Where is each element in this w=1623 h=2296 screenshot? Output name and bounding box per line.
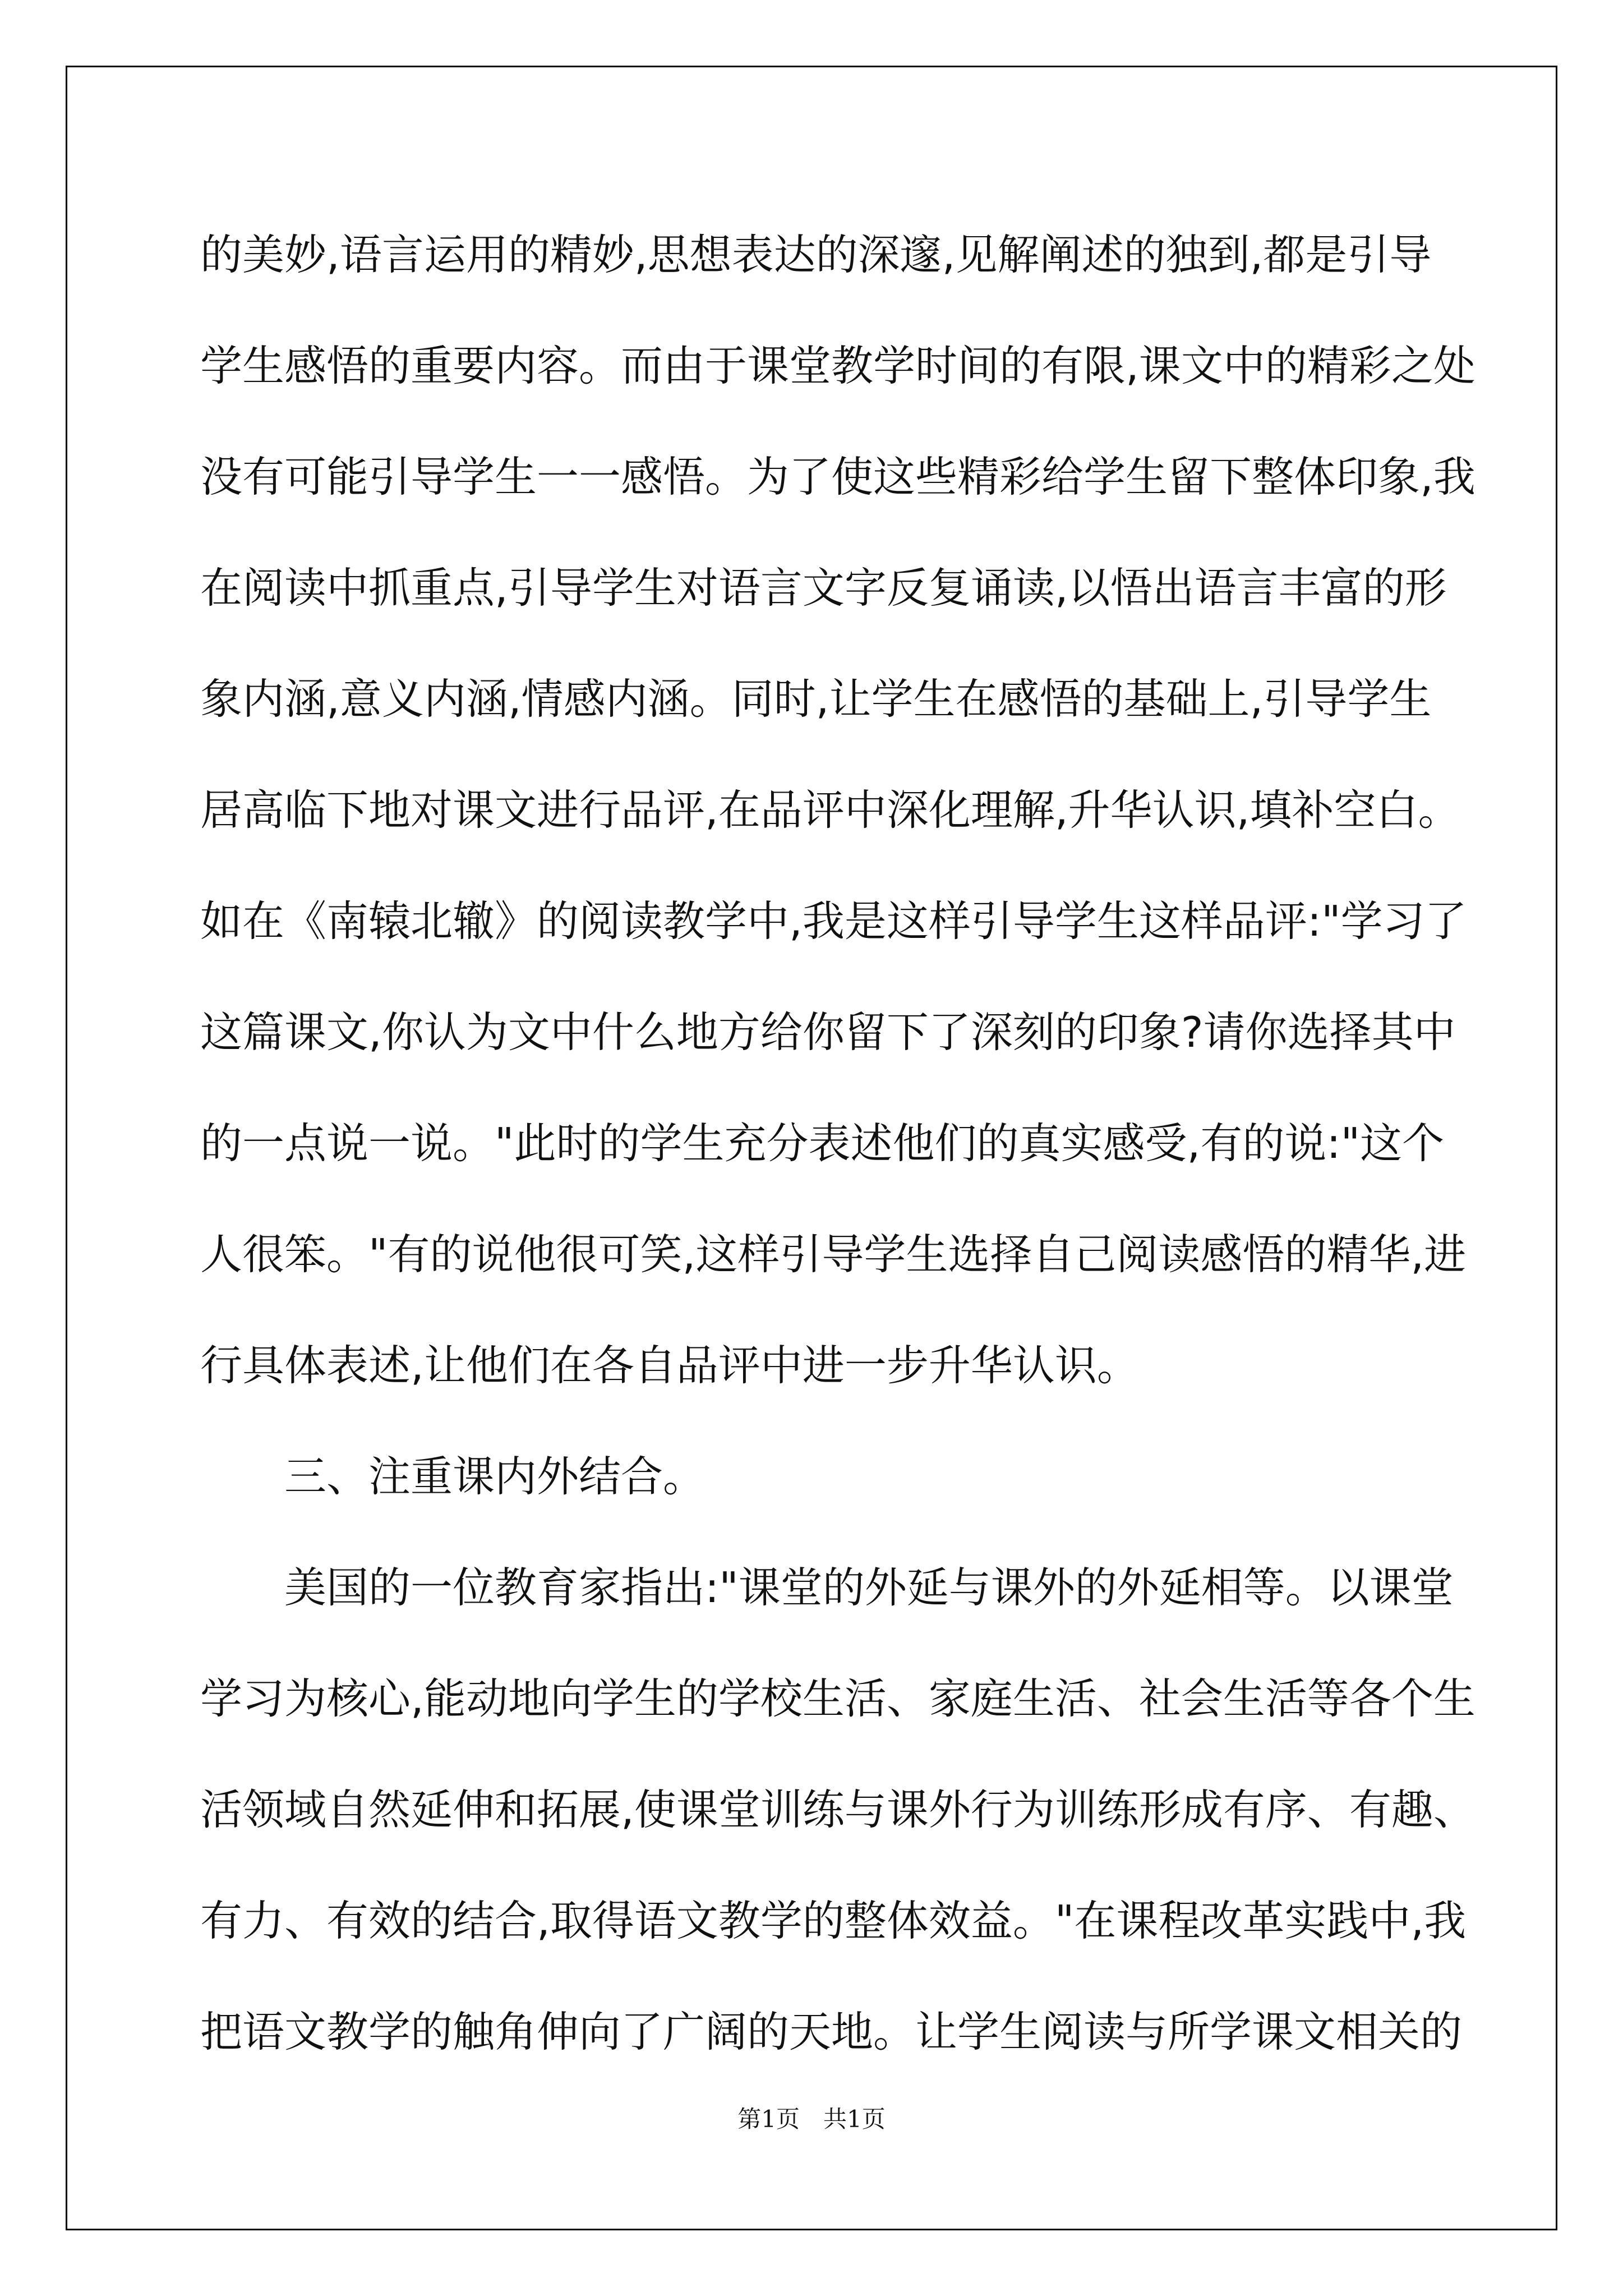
text-line: 学生感悟的重要内容。而由于课堂教学时间的有限,课文中的精彩之处 [200, 341, 1476, 390]
text-line: 把语文教学的触角伸向了广阔的天地。让学生阅读与所学课文相关的 [200, 2007, 1463, 2056]
text-line: 在阅读中抓重点,引导学生对语言文字反复诵读,以悟出语言丰富的形 [200, 563, 1447, 613]
text-line: 的美妙,语言运用的精妙,思想表达的深邃,见解阐述的独到,都是引导 [200, 230, 1432, 279]
text-line: 居高临下地对课文进行品评,在品评中深化理解,升华认识,填补空白。 [200, 785, 1460, 835]
text-line: 行具体表述,让他们在各自品评中进一步升华认识。 [200, 1341, 1139, 1390]
page-footer: 第1页 共1页 [737, 2105, 886, 2133]
text-line: 的一点说一说。"此时的学生充分表述他们的真实感受,有的说:"这个 [200, 1119, 1445, 1168]
text-line: 有力、有效的结合,取得语文教学的整体效益。"在课程改革实践中,我 [200, 1896, 1467, 1945]
text-line: 学习为核心,能动地向学生的学校生活、家庭生活、社会生活等各个生 [200, 1674, 1476, 1723]
section-heading: 三、注重课内外结合。 [284, 1452, 706, 1501]
document-body [200, 199, 1476, 2087]
text-line: 人很笨。"有的说他很可笑,这样引导学生选择自己阅读感悟的精华,进 [200, 1230, 1467, 1279]
text-line: 活领域自然延伸和拓展,使课堂训练与课外行为训练形成有序、有趣、 [200, 1785, 1476, 1834]
text-line: 没有可能引导学生一一感悟。为了使这些精彩给学生留下整体印象,我 [200, 452, 1476, 501]
text-line: 象内涵,意义内涵,情感内涵。同时,让学生在感悟的基础上,引导学生 [200, 674, 1432, 724]
text-line: 这篇课文,你认为文中什么地方给你留下了深刻的印象?请你选择其中 [200, 1007, 1456, 1057]
text-line: 如在《南辕北辙》的阅读教学中,我是这样引导学生这样品评:"学习了 [200, 896, 1467, 946]
text-line: 美国的一位教育家指出:"课堂的外延与课外的外延相等。以课堂 [284, 1563, 1454, 1612]
